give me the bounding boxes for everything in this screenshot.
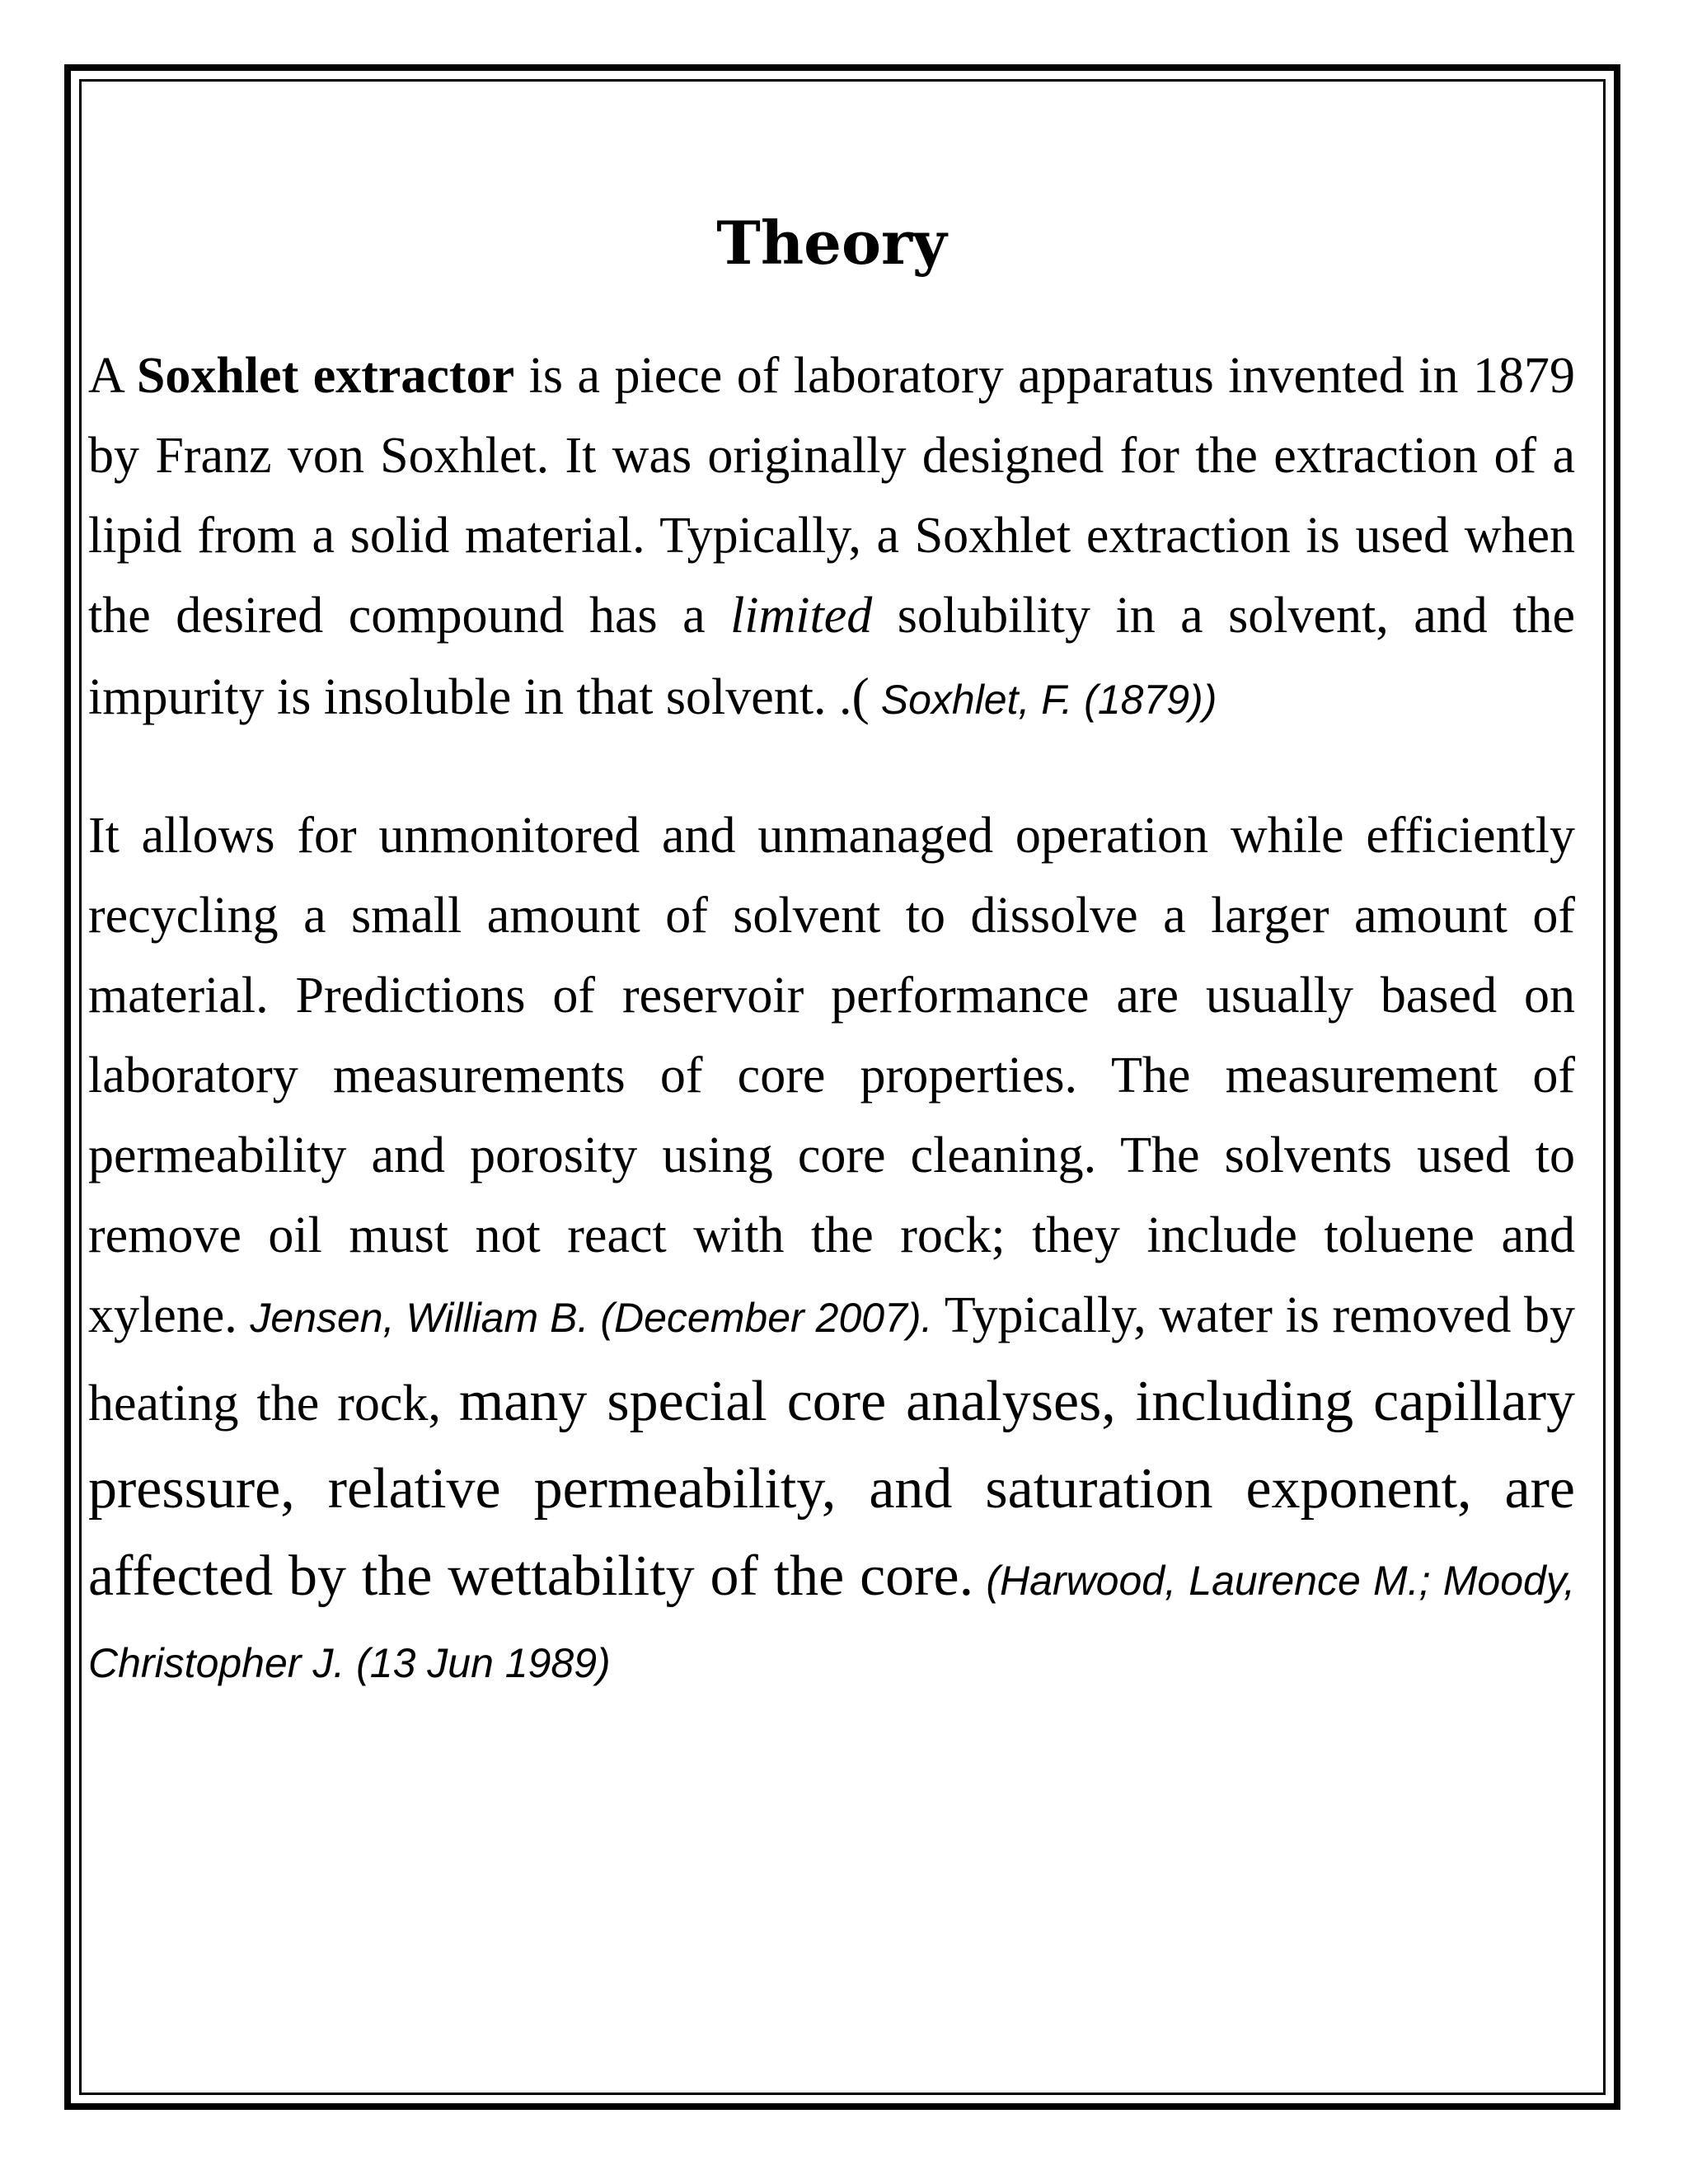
paragraph-text: It allows for unmonitored and unmanaged operation while efficiently recycling a small amount of solvent to dissolve a larger amount of material. Predictions of reservoir performance are usually based on laboratory measurements of core properties. The measurement of permeability and porosity using core cleaning. The solvents used to remove oil must not react with the rock; they include toluene and xylene.: [88, 808, 1575, 1343]
paragraph-lead: A: [88, 348, 137, 404]
citation-jensen: Jensen, William B. (December 2007).: [250, 1295, 933, 1341]
page-title: Theory: [716, 208, 947, 278]
paragraph-text: Typically, water is removed by heating the rock,: [88, 1287, 1576, 1432]
paragraph-text-large: many special core analyses, including capillary pressure, relative permeability, and saturation exponent, are affected by the wettability of the core.: [88, 1370, 1575, 1608]
term-soxhlet-extractor: Soxhlet extractor: [136, 348, 515, 404]
emphasis-limited: limited: [730, 588, 873, 644]
paragraph-text: solubility in a solvent, and the impurity is insoluble in that solvent. .: [88, 588, 1575, 725]
document-body: [88, 206, 1575, 1704]
paragraph-operation: [88, 796, 1575, 1704]
paragraph-soxhlet-intro: [88, 336, 1575, 740]
citation-open-paren: (: [851, 667, 870, 725]
citation-harwood-moody: (Harwood, Laurence M.; Moody, Christopher J. (13 Jun 1989): [88, 1558, 1576, 1686]
paragraph-text: is a piece of laboratory apparatus invented in 1879 by Franz von Soxhlet. It was originally designed for the extraction of a lipid from a solid material. Typically, a Soxhlet extraction is used when the desired compound has a: [88, 348, 1575, 644]
citation-soxhlet: Soxhlet, F. (1879)): [869, 677, 1217, 723]
